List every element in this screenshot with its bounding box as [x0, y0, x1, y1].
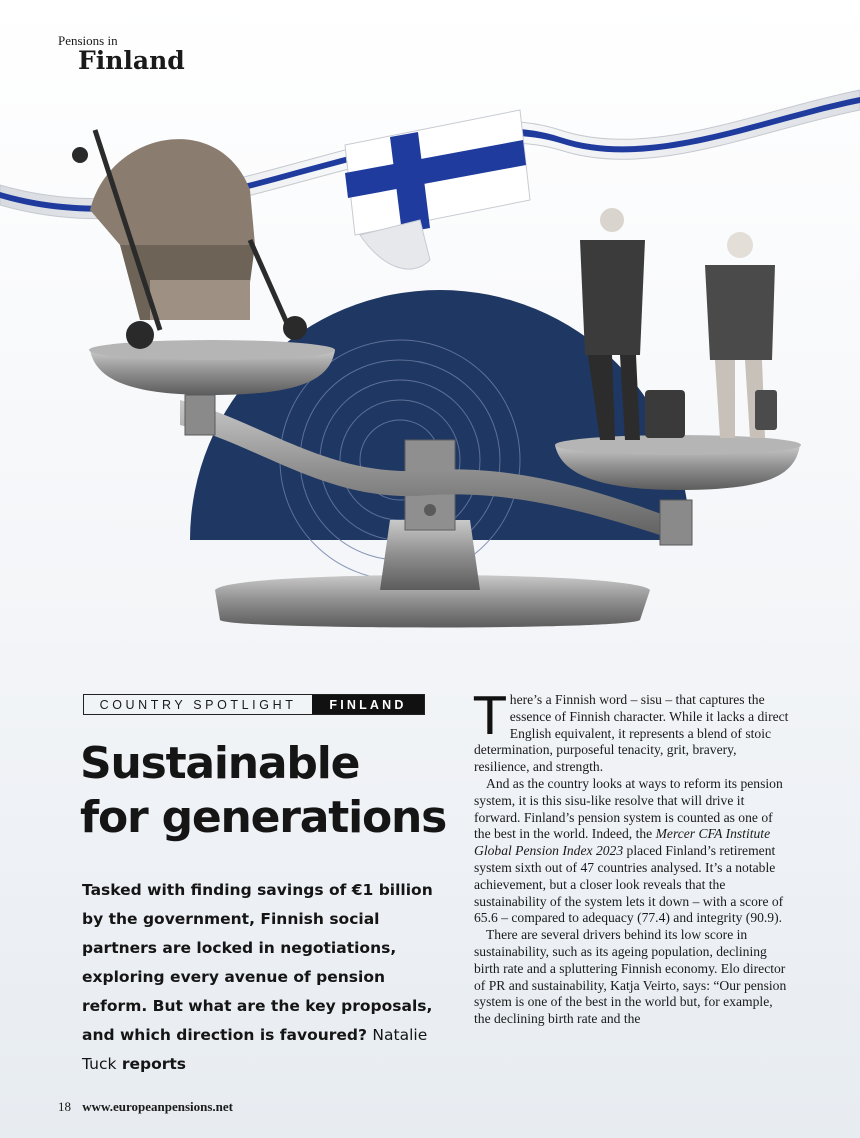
country-spotlight-label — [83, 694, 425, 715]
paragraph-2-tail: placed Finland’s retirement system sixth out of 47 countries analysed. It’s a notable achievement, but a closer look reveals that the sustainability of the system lets it down – with a score of 65.6 – compared to adequacy (77.4) and integrity (90.9). — [474, 843, 784, 926]
masthead — [58, 34, 185, 74]
byline-reports: reports — [121, 1055, 187, 1073]
index-title: Mercer CFA Institute Global Pension Index 2023 — [474, 826, 771, 859]
spotlight-section: COUNTRY SPOTLIGHT — [99, 697, 297, 712]
paragraph-3: There are several drivers behind its low score in sustainability, such as its ageing population, declining birth rate and a spluttering Finnish economy. Elo director of PR and sustainability, Katja Veirto, says: “Our pension system is one of the best in the world but, for example, the declining birth rate and the — [474, 927, 787, 1027]
masthead-title: Finland — [78, 46, 185, 75]
paragraph-2 — [474, 776, 792, 927]
headline-line-1: Sustainable — [80, 738, 360, 789]
masthead-small: Pensions in — [58, 33, 118, 48]
elderly-couple-icon — [580, 208, 777, 440]
paragraph-1 — [474, 687, 792, 776]
headline-line-2: for generations — [80, 792, 447, 843]
article-body — [474, 687, 792, 1028]
hero-illustration — [0, 70, 860, 660]
spotlight-country: FINLAND — [312, 695, 424, 714]
page-footer — [58, 1099, 233, 1115]
stroller-icon — [72, 130, 307, 349]
paragraph-1-text: here’s a Finnish word – sisu – that captures the essence of Finnish character. While it lacks a direct English equivalent, it represents a blend of stoic determination, purposeful tenacity, grit, bravery, resilience, and strength. — [474, 692, 789, 775]
author-name: Natalie Tuck — [82, 1026, 428, 1073]
standfirst-text: Tasked with finding savings of €1 billion by the government, Finnish social partners are locked in negotiations, exploring every avenue of pension reform. But what are the key proposals, and which direction is favoured? — [82, 881, 433, 1044]
footer-url: www.europeanpensions.net — [82, 1099, 233, 1114]
standfirst — [82, 876, 442, 1079]
page-number: 18 — [58, 1099, 71, 1114]
headline — [80, 737, 460, 845]
drop-cap: T — [474, 687, 506, 747]
paragraph-2-text: And as the country looks at ways to reform its pension system, it is this sisu-like resolve that will drive it forward. Finland’s pension system is counted as one of the best in the world. Indeed, the — [474, 775, 783, 842]
